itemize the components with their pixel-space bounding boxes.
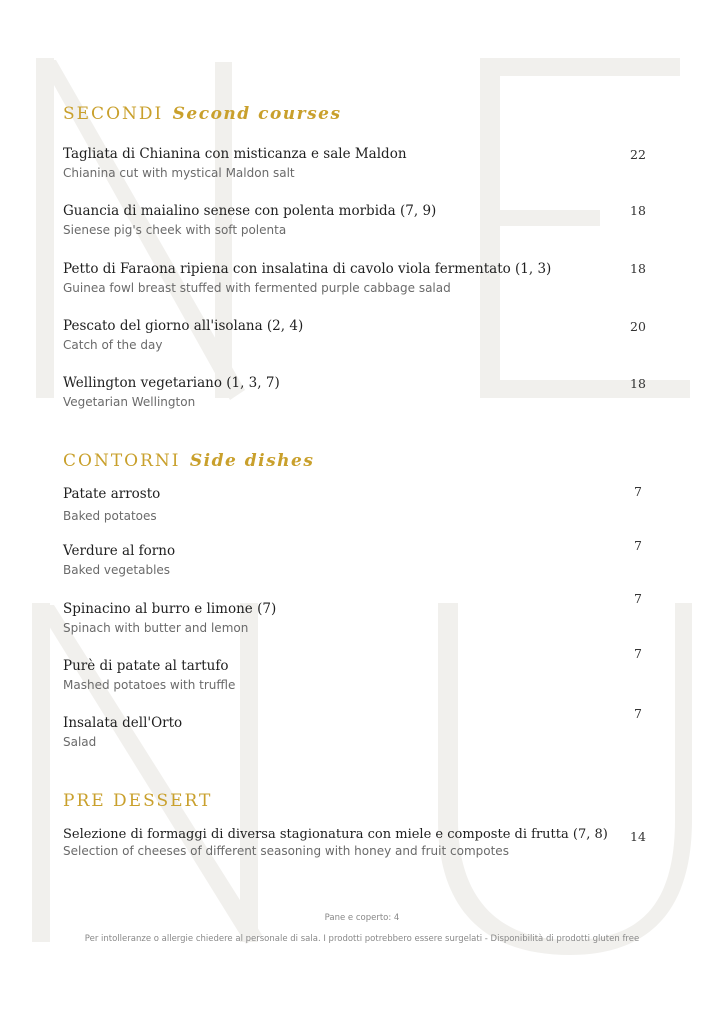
- menu-item-price: 7: [634, 706, 642, 721]
- menu-item-name: Verdure al forno: [63, 543, 176, 559]
- menu-item-price: 22: [630, 147, 646, 162]
- menu-item-name: Purè di patate al tartufo: [63, 658, 229, 674]
- menu-item: [63, 261, 653, 295]
- menu-item-name: Pescato del giorno all'isolana (2, 4): [63, 318, 304, 334]
- menu-item-price: 7: [634, 484, 642, 499]
- menu-item-name: Guancia di maialino senese con polenta morbida (7, 9): [63, 203, 437, 219]
- section-title-italian: PRE DESSERT: [63, 791, 213, 811]
- menu-item: [63, 658, 653, 692]
- menu-item-price: 18: [630, 203, 646, 218]
- menu-item-price: 18: [630, 261, 646, 276]
- menu-item-price: 14: [630, 829, 646, 844]
- menu-item-description: Baked vegetables: [63, 563, 171, 577]
- section-title-english: Side dishes: [189, 451, 315, 471]
- menu-item-price: 18: [630, 376, 646, 391]
- section-title-secondi: [63, 104, 342, 124]
- menu-item-price: 7: [634, 538, 642, 553]
- menu-item-name: Selezione di formaggi di diversa stagionatura con miele e composte di frutta (7, 8): [63, 827, 608, 842]
- menu-item-description: Salad: [63, 735, 97, 749]
- menu-item: [63, 601, 653, 635]
- menu-item-description: Mashed potatoes with truffle: [63, 678, 236, 692]
- menu-item: [63, 318, 653, 352]
- section-title-italian: CONTORNI: [63, 451, 181, 471]
- menu-item: [63, 827, 633, 858]
- menu-item-price: 7: [634, 646, 642, 661]
- section-title-english: Second courses: [172, 104, 342, 124]
- cover-charge: Pane e coperto: 4: [324, 913, 400, 923]
- section-title-pre-dessert: [63, 791, 212, 811]
- menu-item-description: Baked potatoes: [63, 509, 157, 523]
- menu-item-description: Chianina cut with mystical Maldon salt: [63, 166, 295, 180]
- menu-item-description: Vegetarian Wellington: [63, 395, 196, 409]
- menu-item-description: Catch of the day: [63, 338, 163, 352]
- menu-item: [63, 203, 653, 237]
- menu-item-description: Guinea fowl breast stuffed with fermented purple cabbage salad: [63, 281, 451, 295]
- menu-item: [63, 486, 653, 523]
- menu-item-name: Wellington vegetariano (1, 3, 7): [63, 375, 280, 391]
- menu-item-description: Spinach with butter and lemon: [63, 621, 249, 635]
- menu-item: [63, 715, 653, 749]
- menu-item: [63, 543, 653, 577]
- menu-item-name: Tagliata di Chianina con misticanza e sale Maldon: [63, 146, 407, 162]
- menu-item: [63, 146, 653, 180]
- menu-item: [63, 375, 653, 409]
- menu-item-name: Insalata dell'Orto: [63, 715, 183, 731]
- menu-item-price: 7: [634, 591, 642, 606]
- menu-item-name: Petto di Faraona ripiena con insalatina di cavolo viola fermentato (1, 3): [63, 261, 552, 277]
- menu-item-description: Selection of cheeses of different seasoning with honey and fruit compotes: [63, 844, 509, 858]
- section-title-contorni: [63, 451, 314, 471]
- section-title-italian: SECONDI: [63, 104, 164, 124]
- menu-item-price: 20: [630, 319, 646, 334]
- menu-item-name: Patate arrosto: [63, 486, 161, 502]
- menu-item-name: Spinacino al burro e limone (7): [63, 601, 277, 617]
- allergy-note: Per intolleranze o allergie chiedere al personale di sala. I prodotti potrebbero essere surgelati - Disponibilità di prodotti gluten free: [84, 934, 640, 944]
- menu-item-description: Sienese pig's cheek with soft polenta: [63, 223, 287, 237]
